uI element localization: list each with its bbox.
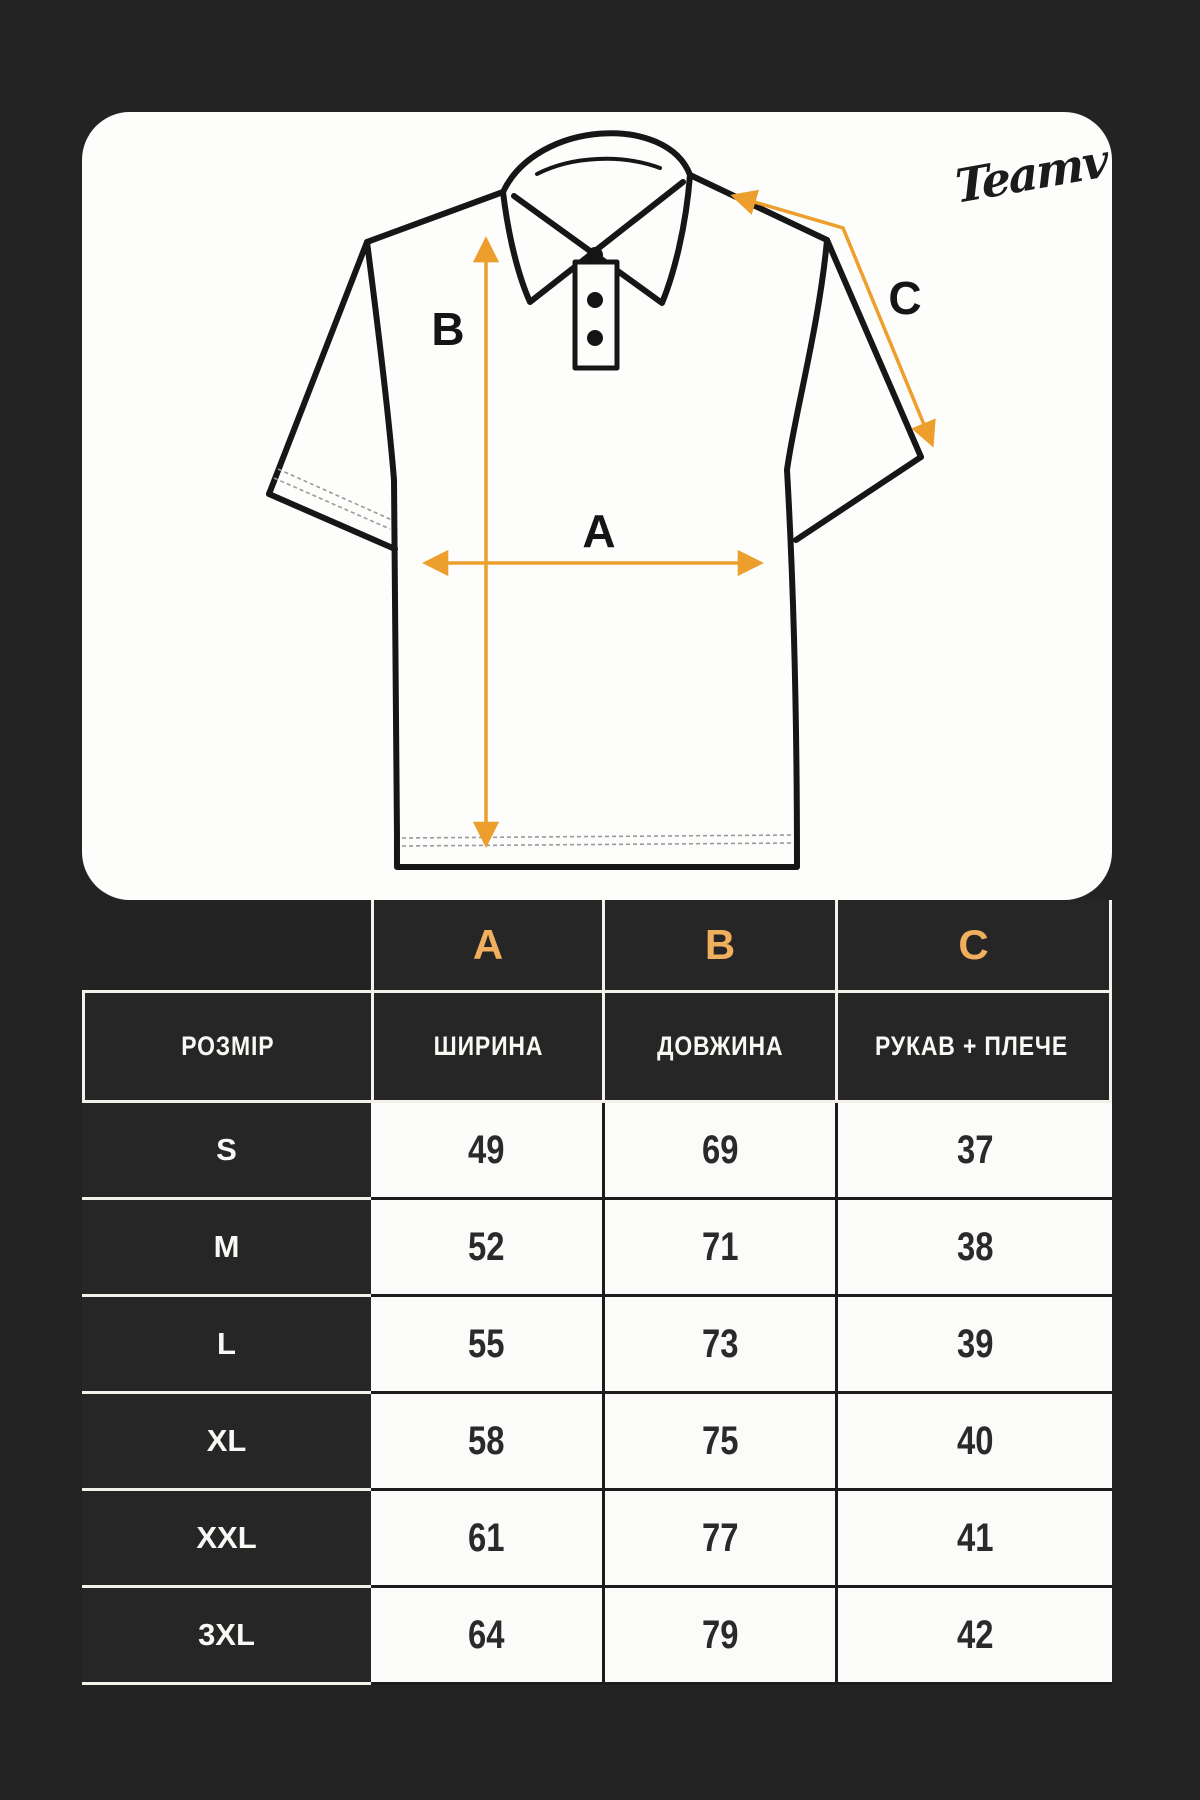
value-3xl-length [602,1588,835,1685]
value-text: 42 [956,1612,994,1657]
size-label-s: S [82,1103,371,1200]
value-text: 75 [701,1418,739,1463]
polo-shirt-diagram [82,112,1112,900]
value-m-width [371,1200,602,1297]
value-3xl-sleeve [835,1588,1112,1685]
stitch-lines [274,469,792,846]
value-text: 40 [956,1418,994,1463]
letter-cell-c: C [835,900,1112,990]
letter-cell-a: A [371,900,602,990]
value-l-width [371,1297,602,1394]
value-l-sleeve [835,1297,1112,1394]
value-l-length [602,1297,835,1394]
size-label-xl: XL [82,1394,371,1491]
diagram-label-c: C [888,272,922,324]
value-text: 64 [468,1612,505,1657]
table-header-row [82,990,1112,1103]
letter-cell-b: B [602,900,835,990]
header-length [602,993,835,1100]
header-width [371,993,602,1100]
size-label-3xl: 3XL [82,1588,371,1685]
value-xxl-sleeve [835,1491,1112,1588]
header-width-label: ШИРИНА [433,1031,543,1061]
value-m-length [602,1200,835,1297]
size-label-m: M [82,1200,371,1297]
letter-cell-empty [82,900,371,990]
value-text: 39 [956,1321,994,1366]
value-text: 55 [468,1321,505,1366]
value-text: 71 [701,1224,739,1269]
value-3xl-width [371,1588,602,1685]
polo-shirt-outline [269,133,921,867]
value-text: 41 [956,1515,994,1560]
value-text: 37 [956,1127,994,1172]
header-size [85,993,371,1100]
size-table-body [82,1103,1112,1685]
value-text: 38 [956,1224,994,1269]
value-s-length [602,1103,835,1200]
value-text: 79 [701,1612,739,1657]
value-text: 49 [468,1127,505,1172]
header-size-label: РОЗМІР [181,1031,275,1061]
header-sleeve-label: РУКАВ + ПЛЕЧЕ [875,1031,1069,1061]
diagram-label-a: A [582,505,616,557]
value-text: 77 [701,1515,739,1560]
size-label-l: L [82,1297,371,1394]
value-xxl-width [371,1491,602,1588]
diagram-card [82,112,1112,900]
header-length-label: ДОВЖИНА [656,1031,784,1061]
value-s-sleeve [835,1103,1112,1200]
measurement-arrows [426,196,932,844]
value-xl-sleeve [835,1394,1112,1491]
table-letter-row [82,900,1112,990]
brand-logo: Teamv [953,133,1109,214]
value-text: 52 [468,1224,505,1269]
value-text: 73 [701,1321,739,1366]
value-text: 69 [701,1127,739,1172]
header-sleeve [835,993,1106,1100]
value-xxl-length [602,1491,835,1588]
value-text: 61 [468,1515,505,1560]
value-xl-length [602,1394,835,1491]
value-xl-width [371,1394,602,1491]
diagram-label-b: B [431,303,465,355]
value-s-width [371,1103,602,1200]
size-label-xxl: XXL [82,1491,371,1588]
value-text: 58 [468,1418,505,1463]
value-m-sleeve [835,1200,1112,1297]
